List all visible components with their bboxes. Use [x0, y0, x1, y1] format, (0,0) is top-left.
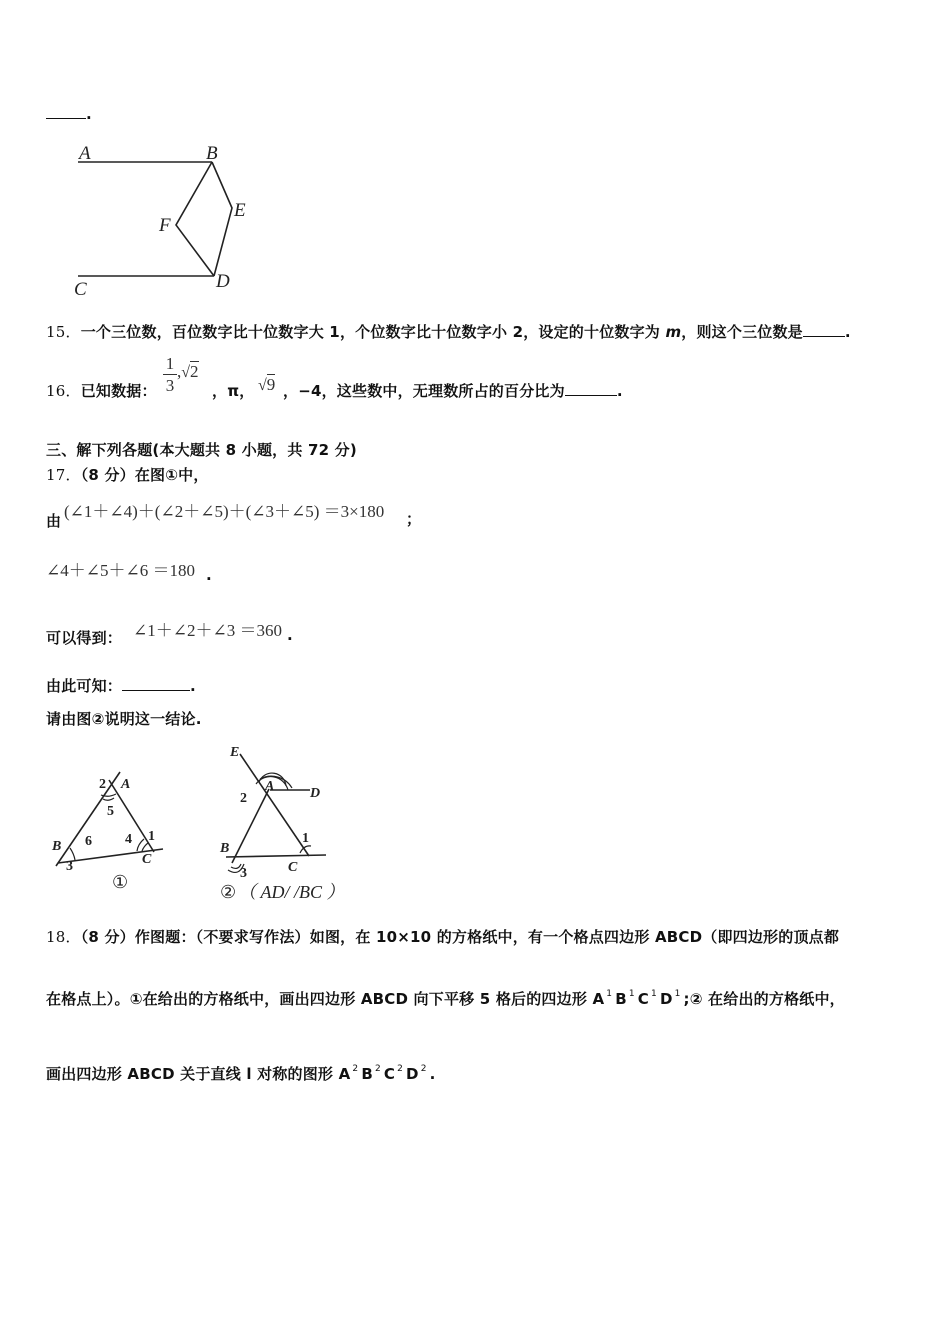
- label-A: A: [265, 779, 275, 794]
- triangle-figure-1: [46, 760, 176, 895]
- label-A: A: [79, 143, 91, 164]
- label-B: B: [52, 839, 62, 854]
- answer-blank-15: [803, 322, 845, 337]
- sqrt-two: ,√2: [177, 362, 199, 381]
- label-C: C: [142, 852, 152, 867]
- explain-prompt: 请由图②说明这一结论.: [46, 710, 202, 728]
- label-B: B: [220, 841, 230, 856]
- question-15: 15．一个三位数，百位数字比十位数字大 1，个位数字比十位数字小 2，设定的十位数字为 m，则这个三位数是 .: [46, 323, 851, 341]
- figure-2-caption-num: ②: [220, 882, 237, 902]
- label-D: D: [310, 786, 321, 801]
- section-3-title: 三、解下列各题(本大题共 8 小题，共 72 分): [46, 441, 357, 459]
- sqrt-nine: √9: [258, 375, 276, 394]
- label-A: A: [121, 777, 131, 792]
- angle-1: 1: [148, 829, 155, 844]
- angle-4: 4: [125, 832, 132, 847]
- triangle-figure-2: [214, 740, 374, 905]
- label-C: C: [288, 860, 298, 875]
- angle-6: 6: [85, 834, 92, 849]
- angle-1: 1: [302, 831, 309, 846]
- question-18-line1: 18．（8 分）作图题：（不要求写作法）如图，在 10×10 的方格纸中，有一个格点四边形 ABCD（即四边形的顶点都: [46, 928, 840, 946]
- path-BFD: [176, 162, 214, 276]
- label-B: B: [206, 143, 218, 164]
- label-C: C: [74, 279, 87, 300]
- parallel-lines-figure: [66, 138, 266, 303]
- path-BED: [212, 162, 232, 276]
- prev-answer-blank: .: [46, 104, 92, 123]
- angle-2: 2: [240, 791, 247, 806]
- question-18-line3: 画出四边形 ABCD 关于直线 l 对称的图形 A $^2$ B $^2$ C $^2$ D $^2$ .: [46, 1064, 436, 1083]
- fraction-one-third: 1 3: [163, 355, 177, 394]
- angle-3: 3: [66, 859, 73, 874]
- equation-2: ∠4＋∠5＋∠6 ＝180: [46, 561, 195, 580]
- conclusion-line: 由此可知： .: [46, 677, 196, 695]
- label-E: E: [230, 745, 240, 760]
- question-18-line2: 在格点上）。①在给出的方格纸中，画出四边形 ABCD 向下平移 5 格后的四边形 A $^1$ B $^1$ C $^1$ D $^1$ ;② 在给出的方格纸中，: [46, 989, 845, 1008]
- answer-blank-17: [122, 676, 190, 691]
- label-F: F: [159, 215, 171, 236]
- angle-2: 2: [99, 777, 106, 792]
- angle-3: 3: [240, 866, 247, 881]
- equation-1: (∠1＋∠4)＋(∠2＋∠5)＋(∠3＋∠5) ＝3×180: [64, 502, 385, 521]
- label-E: E: [234, 200, 246, 221]
- figure-1-caption: ①: [112, 872, 129, 892]
- angle-5: 5: [107, 804, 114, 819]
- question-17-header: 17．（8 分）在图①中，: [46, 466, 209, 484]
- equation-3: ∠1＋∠2＋∠3 ＝360: [133, 621, 282, 640]
- figure-2-caption: （ AD/ /BC ）: [238, 882, 345, 902]
- answer-blank-16: [565, 381, 617, 396]
- question-16: 16．已知数据：: [46, 382, 157, 400]
- label-D: D: [216, 271, 230, 292]
